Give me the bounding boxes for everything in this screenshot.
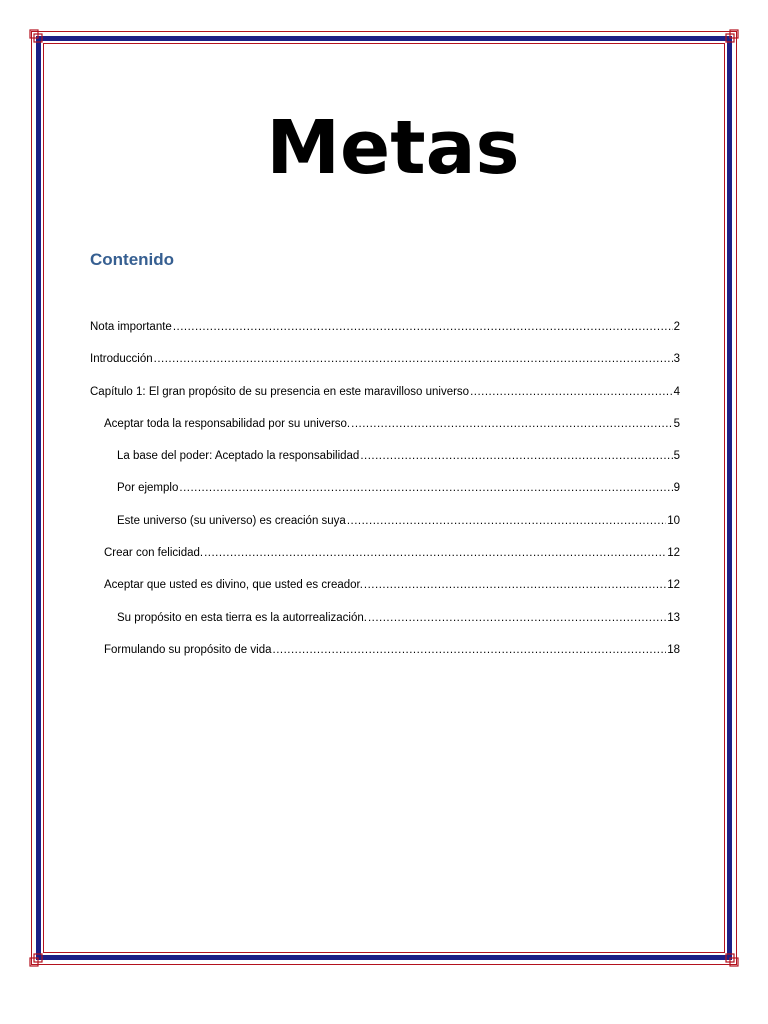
toc-dot-leader xyxy=(347,515,666,527)
corner-ornament-icon xyxy=(29,29,47,47)
toc-heading: Contenido xyxy=(90,250,175,269)
corner-ornament-icon xyxy=(29,949,47,967)
corner-ornament-icon xyxy=(721,29,739,47)
toc-entry-title: Aceptar que usted es divino, que usted es creador. xyxy=(104,579,363,592)
toc-entry[interactable] xyxy=(90,579,680,611)
toc-page-number: 5 xyxy=(673,450,680,463)
toc-dot-leader xyxy=(470,386,673,398)
toc-entry-title: Crear con felicidad. xyxy=(104,547,204,560)
toc-entry-title: Introducción xyxy=(90,353,153,366)
toc-page-number: 12 xyxy=(667,547,680,560)
toc-page-number: 10 xyxy=(667,514,680,527)
toc-entry-title: Formulando su propósito de vida xyxy=(104,643,272,656)
toc-entry-title: Capítulo 1: El gran propósito de su presencia en este maravilloso universo xyxy=(90,385,470,398)
toc-entry[interactable] xyxy=(90,547,680,579)
toc-dot-leader xyxy=(179,482,672,494)
toc-entry-title: Su propósito en esta tierra es la autorrealización. xyxy=(117,611,367,624)
toc-page-number: 12 xyxy=(667,579,680,592)
toc-entry[interactable] xyxy=(90,386,680,418)
toc-entry-title: Aceptar toda la responsabilidad por su universo. xyxy=(104,417,351,430)
toc-page-number: 18 xyxy=(667,643,680,656)
toc-page-number: 5 xyxy=(673,417,680,430)
toc-entry-title: Nota importante xyxy=(90,321,172,333)
toc-page-number: 9 xyxy=(673,482,680,495)
toc-entry[interactable] xyxy=(90,321,680,353)
toc-dot-leader xyxy=(154,353,673,365)
toc-entry[interactable] xyxy=(90,515,680,547)
toc-list xyxy=(90,321,680,676)
toc-entry[interactable] xyxy=(90,612,680,644)
toc-page-number: 2 xyxy=(673,321,680,333)
toc-entry-title: La base del poder: Aceptado la responsabilidad xyxy=(117,450,360,463)
toc-page-number: 3 xyxy=(673,353,680,366)
toc-entry[interactable] xyxy=(90,353,680,385)
toc-entry[interactable] xyxy=(90,644,680,676)
toc-entry[interactable] xyxy=(90,418,680,450)
toc-entry-title: Por ejemplo xyxy=(117,482,179,495)
toc-dot-leader xyxy=(368,612,666,624)
toc-dot-leader xyxy=(351,418,672,430)
toc-dot-leader xyxy=(204,547,666,559)
toc-entry[interactable] xyxy=(90,450,680,482)
toc-dot-leader xyxy=(173,321,673,333)
toc-page-number: 4 xyxy=(673,385,680,398)
toc-dot-leader xyxy=(364,579,666,591)
toc-dot-leader xyxy=(360,450,672,462)
document-title: Metas xyxy=(266,105,520,191)
toc-entry-title: Este universo (su universo) es creación suya xyxy=(117,514,346,527)
toc-entry[interactable] xyxy=(90,482,680,514)
corner-ornament-icon xyxy=(721,949,739,967)
toc-page-number: 13 xyxy=(667,611,680,624)
toc-dot-leader xyxy=(273,644,667,656)
